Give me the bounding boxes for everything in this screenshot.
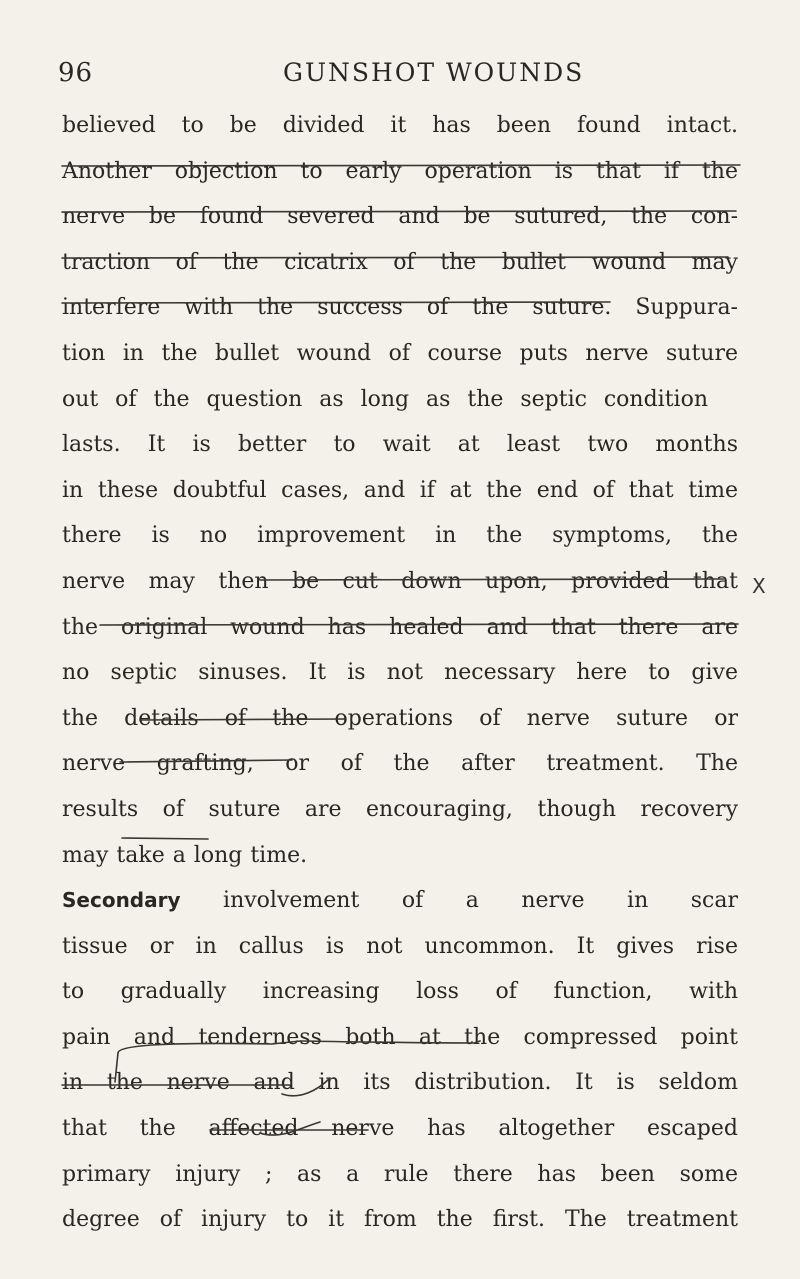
text-line: pain and tenderness both at the compressed point [62, 1024, 738, 1050]
text-line: that the affected nerve has altogether escaped [62, 1116, 738, 1142]
text-line: believed to be divided it has been found intact. [62, 113, 738, 138]
text-line: to gradually increasing loss of function, with [62, 979, 738, 1005]
text-line: nerve grafting, or of the after treatment. The [62, 751, 738, 777]
text-line: tissue or in callus is not uncommon. It gives rise [62, 933, 738, 959]
text-line: tion in the bullet wound of course puts nerve suture [62, 340, 738, 366]
text-line: results of suture are encouraging, though recovery [62, 796, 738, 822]
text-line: may take a long time. [62, 842, 308, 868]
text-line: involvement of a nerve in scar [223, 888, 739, 914]
page-header [58, 58, 670, 94]
text-line: nerve may then be cut down upon, provided that [62, 568, 738, 594]
text-line: lasts. It is better to wait at least two months [62, 432, 738, 458]
text-line: no septic sinuses. It is not necessary here to give [62, 660, 738, 686]
text-line: interfere with the success of the suture. Suppura- [62, 295, 738, 321]
text-line: in the nerve and in its distribution. It is seldom [62, 1070, 738, 1096]
text-line: traction of the cicatrix of the bullet wound may [62, 249, 738, 275]
body-text [62, 103, 738, 1243]
text-line: in these doubtful cases, and if at the end of that time [62, 477, 738, 503]
text-line: primary injury ; as a rule there has been some [62, 1161, 738, 1187]
text-line: degree of injury to it from the first. The treatment [62, 1207, 738, 1233]
margin-cross-mark: X [752, 574, 766, 598]
page-number: 96 [58, 58, 94, 88]
text-line: Another objection to early operation is that if the [62, 158, 738, 184]
paragraph-start-line [62, 878, 738, 924]
text-line: nerve be found severed and be sutured, the con- [62, 204, 738, 230]
text-line: there is no improvement in the symptoms, the [62, 523, 738, 549]
text-line: the details of the operations of nerve suture or [62, 705, 738, 731]
text-line: out of the question as long as the septic condition [62, 386, 708, 412]
text-line: the original wound has healed and that there are [62, 614, 738, 640]
section-heading: Secondary [62, 888, 181, 913]
running-title: GUNSHOT WOUNDS [283, 58, 585, 87]
